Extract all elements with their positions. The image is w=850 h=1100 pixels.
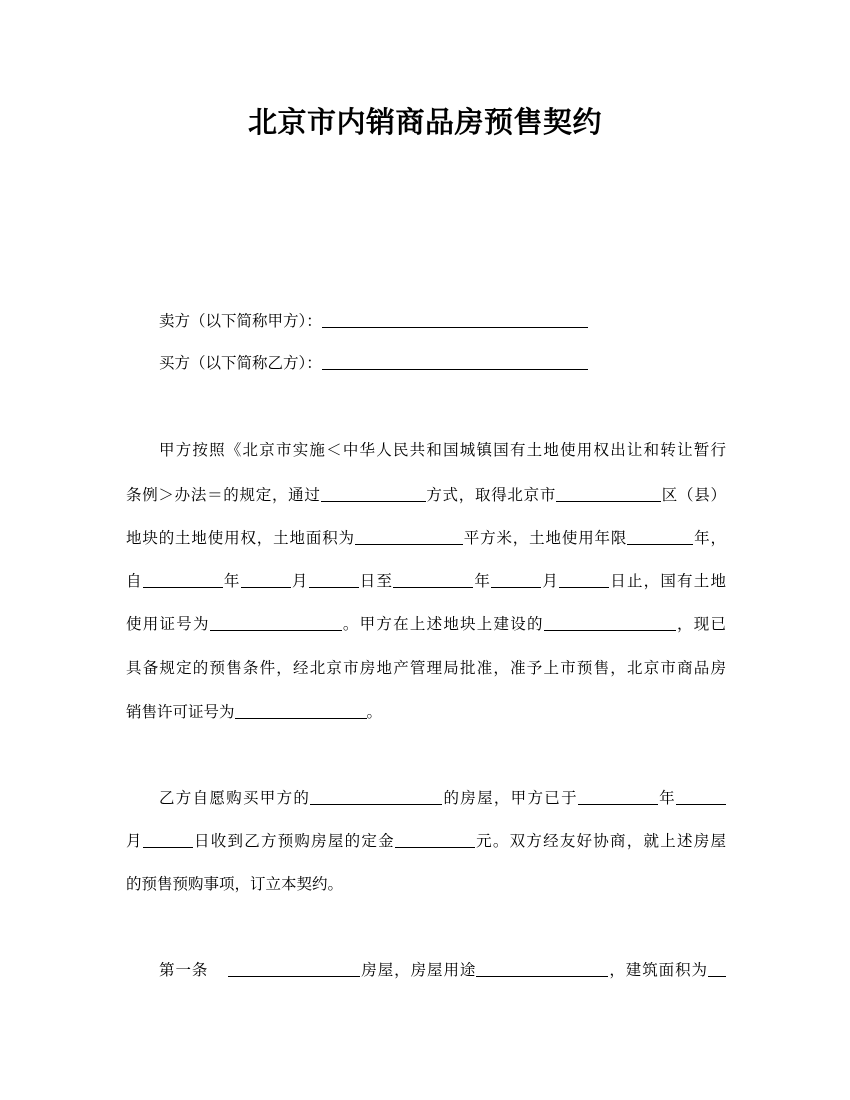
p2-text-1b: 的房屋，甲方已于 — [442, 789, 578, 807]
house-usage-field[interactable] — [476, 960, 608, 977]
p2-text-2c: 元。双方经友好协商，就上述房屋 — [474, 832, 726, 850]
p2-text-3: 的预售预购事项，订立本契约。 — [126, 875, 344, 893]
p1-text-4g: 日止，国有土地 — [609, 572, 726, 590]
article1-text-a: 房屋，房屋用途 — [360, 961, 477, 979]
paragraph1-line3 — [126, 526, 726, 550]
p1-text-7b: 。 — [366, 703, 383, 721]
paragraph1-line6 — [126, 656, 726, 680]
end-year-field[interactable] — [393, 571, 473, 588]
paragraph1-line5 — [126, 612, 726, 636]
house-location-field[interactable] — [228, 960, 360, 977]
end-day-field[interactable] — [559, 571, 609, 588]
p1-text-3a: 地块的土地使用权，土地面积为 — [126, 529, 355, 547]
p1-text-7a: 销售许可证号为 — [126, 703, 235, 721]
paragraph2-line2 — [126, 829, 726, 853]
deposit-year-field[interactable] — [578, 788, 658, 805]
sales-license-number-field[interactable] — [235, 702, 367, 719]
p1-text-5c: ，现已 — [675, 615, 726, 633]
acquisition-method-field[interactable] — [321, 485, 426, 502]
p1-text-6: 具备规定的预售条件，经北京市房地产管理局批准，准予上市预售，北京市商品房 — [126, 659, 726, 677]
end-month-field[interactable] — [491, 571, 541, 588]
p1-text-4c: 月 — [290, 572, 309, 590]
p2-text-2b: 日收到乙方预购房屋的定金 — [192, 832, 395, 850]
p2-text-1c: 年 — [657, 789, 676, 807]
p1-text-4d: 日至 — [358, 572, 394, 590]
article1-label: 第一条 — [159, 961, 209, 979]
p1-text-2c: 区（县） — [661, 486, 726, 504]
district-field[interactable] — [556, 485, 661, 502]
project-name-field[interactable] — [544, 614, 676, 631]
p2-text-1a: 乙方自愿购买甲方的 — [159, 789, 311, 807]
seller-label: 卖方（以下简称甲方）： — [159, 312, 322, 330]
land-area-field[interactable] — [355, 528, 463, 545]
land-term-years-field[interactable] — [627, 528, 693, 545]
paragraph1-line7 — [126, 700, 726, 724]
seller-name-field[interactable] — [322, 311, 588, 328]
buyer-label: 买方（以下简称乙方）： — [159, 354, 322, 372]
p2-text-2a: 月 — [126, 832, 143, 850]
seller-line — [159, 309, 588, 333]
buyer-name-field[interactable] — [322, 353, 588, 370]
start-year-field[interactable] — [143, 571, 223, 588]
start-month-field[interactable] — [241, 571, 291, 588]
p1-text-4a: 自 — [126, 572, 143, 590]
p1-text-4e: 年 — [473, 572, 492, 590]
start-day-field[interactable] — [309, 571, 359, 588]
p1-text-5a: 使用证号为 — [126, 615, 210, 633]
article1-text-b: ，建筑面积为 — [608, 961, 708, 979]
paragraph1-line2 — [126, 483, 726, 507]
paragraph2-line3 — [126, 872, 726, 896]
deposit-amount-field[interactable] — [395, 831, 475, 848]
buyer-line — [159, 351, 588, 375]
p1-text-5b: 。甲方在上述地块上建设的 — [341, 615, 544, 633]
paragraph1-line1 — [159, 438, 726, 462]
p1-text-2a: 条例＞办法＝的规定，通过 — [126, 486, 321, 504]
deposit-day-field[interactable] — [143, 831, 193, 848]
article1-line — [159, 958, 726, 982]
floor-area-field[interactable] — [708, 960, 726, 977]
p1-text-3c: 年， — [693, 529, 726, 547]
document-title: 北京市内销商品房预售契约 — [247, 105, 602, 139]
deposit-month-field[interactable] — [676, 788, 726, 805]
p1-text-2b: 方式，取得北京市 — [425, 486, 557, 504]
p1-text-4b: 年 — [222, 572, 241, 590]
land-certificate-number-field[interactable] — [210, 614, 342, 631]
p1-text-4f: 月 — [541, 572, 560, 590]
p1-text-1: 甲方按照《北京市实施＜中华人民共和国城镇国有土地使用权出让和转让暂行 — [159, 441, 726, 459]
p1-text-3b: 平方米，土地使用年限 — [462, 529, 628, 547]
paragraph2-line1 — [159, 786, 726, 810]
paragraph1-line4 — [126, 569, 726, 593]
property-name-field[interactable] — [310, 788, 442, 805]
